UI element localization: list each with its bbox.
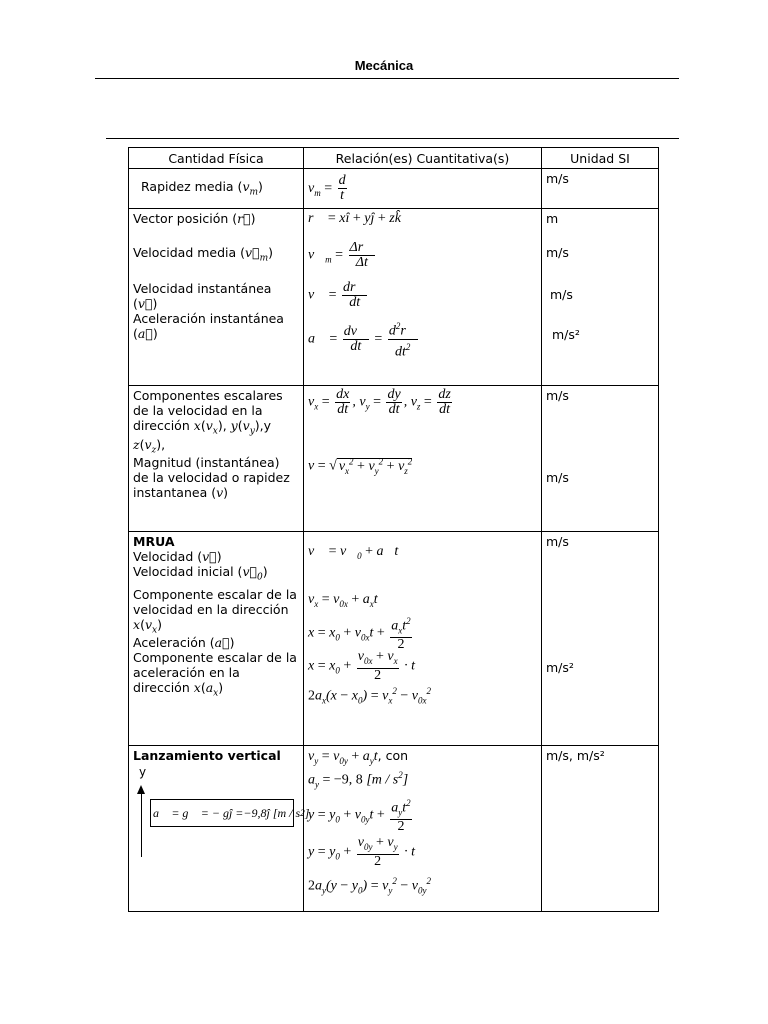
mrua-comp-vel-label: Componente escalar de la velocidad en la dirección — [133, 586, 297, 617]
mrua-comp-acel-label: Componente escalar de la aceleración en la dirección — [133, 650, 297, 695]
column-header-quantity: Cantidad Física — [129, 148, 304, 169]
quantity-cell: Vector posición (r⃗) Velocidad media $(v⃗_m)$ Velocidad instantánea (v⃗) Aceleración instantánea (a⃗) — [129, 209, 304, 386]
section-rule — [106, 138, 679, 139]
unit-componentes: m/s — [546, 388, 569, 403]
formula-aceleracion-instantanea: a⃗ = $\frac{dv⃗}{dt}$ = $\frac{d^2r⃗}{dt^2}$ — [308, 321, 417, 360]
formula-rapidez-media: $v_m$ = $\frac{d}{t}$ — [308, 173, 346, 203]
velocidad-media-label: Velocidad media ( — [133, 245, 246, 260]
mrua-velocidad-inicial-label: Velocidad inicial ( — [133, 564, 243, 579]
unit-aceleracion-instantanea: m/s² — [552, 327, 580, 342]
aceleracion-instantanea-label: Aceleración instantánea — [133, 311, 284, 326]
table-row — [129, 532, 659, 746]
formula-table — [128, 147, 659, 912]
formula-lv-y1: $y = y_0 + v_{0y}t$ + $\frac{a_yt^2}{2}$ — [308, 798, 411, 835]
axis-y-label: y — [139, 765, 147, 779]
y-axis-line — [141, 793, 142, 857]
formula-velocidad-media: $v⃗_m$ = $\frac{\Delta r⃗}{\Delta t}$ — [308, 240, 375, 270]
quantity-cell: Rapidez media $(v_m)$ — [129, 169, 304, 209]
formula-magnitud: v = √ $v_x^2 + v_y^2 + v_z^2$ — [308, 456, 413, 476]
unit-cell — [542, 169, 659, 209]
unit-vector-posicion: m — [546, 211, 559, 226]
mrua-title: MRUA — [133, 534, 175, 549]
page-header-title: Mecánica — [354, 58, 414, 73]
table-row — [129, 169, 659, 209]
unit-velocidad-instantanea: m/s — [550, 287, 573, 302]
mrua-velocidad-label: Velocidad ( — [133, 549, 203, 564]
unit-cell — [542, 386, 659, 532]
componentes-label: Componentes escalares de la velocidad en la dirección — [133, 388, 283, 433]
vertical-axis-diagram — [133, 763, 310, 861]
formula-mrua-velocidad: v⃗ = $v⃗_0$ + a⃗t — [308, 544, 399, 561]
column-header-relation: Relación(es) Cuantitativa(s) — [304, 148, 542, 169]
table-row — [129, 746, 659, 912]
formula-mrua-x1: $x = x_0 + v_{0x}t$ + $\frac{a_xt^2}{2}$ — [308, 616, 411, 653]
mrua-aceleracion-label: Aceleración ( — [133, 635, 215, 650]
gravity-formula-box: a⃗ = g⃗ = − gĵ = −9,8 ĵ [m / s 2 ] — [150, 799, 294, 827]
unit-magnitud: m/s — [546, 470, 569, 485]
unit-mrua-aceleracion: m/s² — [546, 660, 574, 675]
formula-lv-ay: $a_y = -9$, 8 $[m / s^2]$ — [308, 770, 409, 790]
relation-cell — [304, 209, 542, 386]
formula-velocidad-instantanea: v⃗ = $\frac{dr⃗}{dt}$ — [308, 280, 367, 310]
relation-cell — [304, 386, 542, 532]
relation-cell — [304, 746, 542, 912]
quantity-cell: Componentes escalares de la velocidad en la dirección $x(v_x)$, $y(v_y),y$ $z(v_z)$, Magnitud (instantánea) de la velocidad o rapidez instantanea (v) — [129, 386, 304, 532]
unit-rapidez-media: m/s — [546, 171, 569, 186]
quantity-cell: MRUA Velocidad (v⃗) Velocidad inicial $(v⃗_0)$ Componente escalar de la velocidad en la dirección $x(v_x)$ Aceleración (a⃗) Componente escalar de la aceleración en la dirección $x(a_x)$ — [129, 532, 304, 746]
table-header-row — [129, 148, 659, 169]
formula-mrua-vx: $v_x = v_{0x} + a_xt$ — [308, 592, 378, 609]
rapidez-media-label: Rapidez media ( — [141, 179, 243, 195]
unit-lanzamiento: m/s, m/s² — [546, 748, 605, 763]
quantity-cell — [129, 746, 310, 912]
formula-lv-y2: $y = y_0$ + $\frac{v_{0y} + v_y}{2}$ · t — [308, 835, 415, 869]
vector-posicion-label: Vector posición ( — [133, 211, 238, 226]
magnitud-label: Magnitud (instantánea) de la velocidad o rapidez instantanea ( — [133, 455, 290, 500]
table-row — [129, 209, 659, 386]
relation-cell — [304, 169, 542, 209]
lanzamiento-title: Lanzamiento vertical — [133, 748, 281, 763]
formula-mrua-x3: $2a_x(x - x_0) = v_x^2 - v_{0x}^2$ — [308, 686, 431, 706]
formula-lv-vy: $v_y = v_{0y} + a_yt$, con — [308, 748, 409, 766]
relation-cell — [304, 532, 542, 746]
header-rule — [95, 78, 679, 79]
column-header-unit: Unidad SI — [542, 148, 659, 169]
unit-cell — [542, 746, 659, 912]
formula-componentes: $v_x$ = $\frac{dx}{dt}$ , $v_y$ = $\frac{dy}{dt}$ , $v_z$ = $\frac{dz}{dt}$ — [308, 387, 451, 417]
unit-velocidad-media: m/s — [546, 245, 569, 260]
formula-mrua-x2: $x = x_0$ + $\frac{v_{0x} + v_x}{2}$ · t — [308, 649, 415, 683]
formula-vector-posicion: r⃗ = xî + yĵ + zk̂ — [308, 211, 401, 226]
unit-mrua-velocidad: m/s — [546, 534, 569, 549]
velocidad-instantanea-label: Velocidad instantánea — [133, 281, 272, 296]
formula-lv-y3: $2a_y(y - y_0) = v_y^2 - v_{0y}^2$ — [308, 876, 431, 896]
unit-cell — [542, 532, 659, 746]
table-row — [129, 386, 659, 532]
unit-cell — [542, 209, 659, 386]
